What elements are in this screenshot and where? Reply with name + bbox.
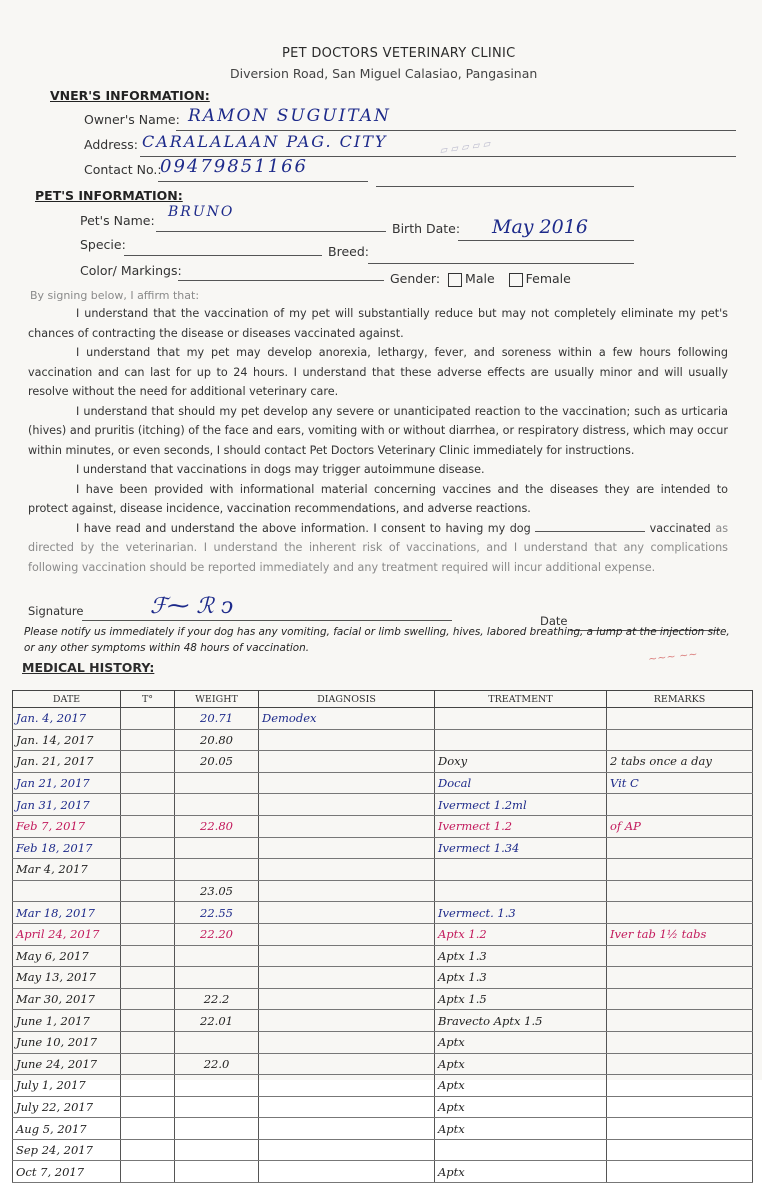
cell-temp [121,880,175,902]
cell-weight [175,1139,259,1161]
table-row [13,859,753,881]
date-label: Date [540,614,568,628]
cell-treatment [435,708,607,730]
cell-temp [121,1010,175,1032]
cell-date [13,880,121,902]
cell-treatment [435,880,607,902]
column-header-date: DATE [13,691,121,708]
medical-history-heading: MEDICAL HISTORY: [22,660,155,675]
table-row [13,1118,753,1140]
medical-history-rows [13,708,753,1183]
color-markings-line [178,280,384,281]
owner-address-value: CARALALAAN PAG. CITY [142,132,388,151]
cell-temp [121,1118,175,1140]
cell-temp [121,815,175,837]
birth-date-line [458,240,634,241]
table-row [13,794,753,816]
cell-weight [175,794,259,816]
consent-paragraph-1: I understand that the vaccination of my pet will substantially reduce but may not completely eliminate my pet's chances of contracting the disease or diseases vaccinated against. [28,307,728,340]
cell-remarks [607,1096,753,1118]
cell-diagnosis [259,794,435,816]
pet-name-label: Pet's Name: [80,213,155,228]
owner-contact-label: Contact No.: [84,162,162,177]
cell-weight: 22.20 [175,923,259,945]
clinic-address: Diversion Road, San Miguel Calasiao, Pangasinan [230,66,538,81]
cell-diagnosis [259,1010,435,1032]
cell-temp [121,1075,175,1097]
cell-diagnosis [259,988,435,1010]
cell-treatment: Ivermect. 1.3 [435,902,607,924]
owner-contact-line [158,181,368,182]
cell-treatment: Aptx [435,1075,607,1097]
cell-date: Sep 24, 2017 [13,1139,121,1161]
cell-diagnosis: Demodex [259,708,435,730]
cell-remarks [607,708,753,730]
cell-remarks [607,902,753,924]
cell-diagnosis [259,1139,435,1161]
cell-remarks [607,880,753,902]
consent-paragraph-6b: vaccinated [649,521,711,535]
cell-remarks [607,1161,753,1183]
cell-temp [121,1031,175,1053]
cell-date: July 1, 2017 [13,1075,121,1097]
table-row [13,772,753,794]
cell-weight: 22.55 [175,902,259,924]
cell-temp [121,923,175,945]
specie-label: Specie: [80,237,126,252]
cell-date: Jan 21, 2017 [13,772,121,794]
cell-weight: 20.80 [175,729,259,751]
cell-weight: 22.0 [175,1053,259,1075]
cell-date: May 6, 2017 [13,945,121,967]
table-row [13,837,753,859]
consent-paragraph-3: I understand that should my pet develop any severe or unanticipated reaction to the vaccination; such as urticaria (hives) and pruritis (itching) of the face and ears, vomiting with or without diarrhea, or respiratory distress, which may occur within minutes, or even seconds, I should contact Pet Doctors Veterinary Clinic immediately for instructions. [28,404,728,457]
cell-diagnosis [259,772,435,794]
faded-red-note: ~~~ ~~ [647,647,699,666]
cell-treatment: Ivermect 1.34 [435,837,607,859]
cell-temp [121,708,175,730]
table-row [13,815,753,837]
cell-treatment: Aptx [435,1118,607,1140]
cell-treatment: Bravecto Aptx 1.5 [435,1010,607,1032]
cell-diagnosis [259,1075,435,1097]
cell-weight: 20.71 [175,708,259,730]
cell-temp [121,945,175,967]
cell-weight [175,945,259,967]
cell-date: June 24, 2017 [13,1053,121,1075]
faded-stamp-mark: ▱ ▱ ▱ ▱ ▱ [439,138,492,157]
cell-temp [121,837,175,859]
cell-remarks [607,1118,753,1140]
pet-section-heading: PET'S INFORMATION: [35,188,183,203]
cell-treatment: Ivermect 1.2ml [435,794,607,816]
cell-treatment: Docal [435,772,607,794]
cell-weight: 22.01 [175,1010,259,1032]
table-row [13,988,753,1010]
cell-diagnosis [259,751,435,773]
male-checkbox [448,273,462,287]
cell-temp [121,1139,175,1161]
birth-date-value: May 2016 [492,216,588,238]
cell-remarks [607,859,753,881]
cell-treatment: Aptx 1.3 [435,967,607,989]
cell-diagnosis [259,1053,435,1075]
column-header-diagnosis: DIAGNOSIS [259,691,435,708]
cell-date: Feb 18, 2017 [13,837,121,859]
cell-remarks [607,988,753,1010]
table-row [13,945,753,967]
cell-treatment [435,1139,607,1161]
cell-remarks [607,1031,753,1053]
owner-contact-value: 09479851166 [160,156,308,177]
cell-temp [121,1053,175,1075]
cell-weight [175,837,259,859]
signature-mark: ℱ⁓ ℛ ↄ [150,594,234,619]
consent-paragraph-4: I understand that vaccinations in dogs may trigger autoimmune disease. [76,463,485,476]
cell-temp [121,751,175,773]
cell-remarks: of AP [607,815,753,837]
cell-diagnosis [259,902,435,924]
female-checkbox [509,273,523,287]
clinic-name: PET DOCTORS VETERINARY CLINIC [282,46,516,61]
consent-text [28,304,728,577]
consent-intro: By signing below, I affirm that: [30,289,200,302]
cell-remarks [607,1010,753,1032]
cell-weight: 22.2 [175,988,259,1010]
table-row [13,1161,753,1183]
consent-paragraph-6c: as directed by the veterinarian. I understand the inherent risk of vaccinations, and I understand that any complications following vaccination should be reported immediately and any treatment required will incur additional expense. [28,521,729,574]
owner-contact-line-2 [376,186,634,187]
cell-date: Aug 5, 2017 [13,1118,121,1140]
table-row [13,708,753,730]
cell-remarks: 2 tabs once a day [607,751,753,773]
table-row [13,967,753,989]
consent-paragraph-6a: I have read and understand the above information. I consent to having my dog [76,521,531,535]
cell-temp [121,772,175,794]
cell-weight [175,1031,259,1053]
cell-weight: 23.05 [175,880,259,902]
cell-temp [121,859,175,881]
consent-paragraph-2: I understand that my pet may develop anorexia, lethargy, fever, and soreness within a few hours following vaccination and can last for up to 24 hours. I understand that these adverse effects are usually minor and will usually resolve without the need for additional veterinary care. [28,346,728,398]
table-row [13,1010,753,1032]
cell-weight [175,772,259,794]
cell-remarks [607,945,753,967]
cell-temp [121,1161,175,1183]
table-row [13,1075,753,1097]
cell-temp [121,729,175,751]
table-row [13,729,753,751]
female-label: Female [525,271,571,286]
cell-date: June 1, 2017 [13,1010,121,1032]
table-row [13,1096,753,1118]
cell-remarks [607,1053,753,1075]
cell-date: June 10, 2017 [13,1031,121,1053]
cell-date: Mar 30, 2017 [13,988,121,1010]
male-label: Male [465,271,495,286]
color-markings-label: Color/ Markings: [80,263,182,278]
cell-treatment: Ivermect 1.2 [435,815,607,837]
cell-remarks: Vit C [607,772,753,794]
cell-remarks [607,837,753,859]
cell-diagnosis [259,859,435,881]
cell-weight [175,967,259,989]
cell-date: Oct 7, 2017 [13,1161,121,1183]
symptoms-notice: Please notify us immediately if your dog has any vomiting, facial or limb swelling, hives, labored breathing, a lump at the injection site, or any other symptoms within 48 hours of vaccination. [24,626,730,654]
cell-remarks [607,729,753,751]
cell-date: May 13, 2017 [13,967,121,989]
cell-date: April 24, 2017 [13,923,121,945]
cell-diagnosis [259,1161,435,1183]
cell-treatment: Aptx 1.5 [435,988,607,1010]
cell-date: Jan 31, 2017 [13,794,121,816]
cell-weight: 20.05 [175,751,259,773]
gender-label: Gender: Male Female [390,271,571,286]
cell-treatment: Aptx 1.2 [435,923,607,945]
cell-date: Mar 18, 2017 [13,902,121,924]
owner-name-value: RAMON SUGUITAN [188,106,391,126]
consent-paragraph-5: I have been provided with informational material concerning vaccines and the diseases they are intended to protect against, disease incidence, vaccination recommendations, and adverse reactions. [28,482,728,515]
cell-diagnosis [259,923,435,945]
cell-treatment: Aptx [435,1031,607,1053]
cell-weight: 22.80 [175,815,259,837]
owner-address-label: Address: [84,137,138,152]
breed-label: Breed: [328,244,369,259]
cell-date: Feb 7, 2017 [13,815,121,837]
medical-history-table [12,690,752,1179]
breed-line [368,263,634,264]
specie-line [124,255,322,256]
cell-treatment: Aptx 1.3 [435,945,607,967]
cell-weight [175,1075,259,1097]
column-header-remarks: REMARKS [607,691,753,708]
column-header-weight: WEIGHT [175,691,259,708]
cell-remarks [607,794,753,816]
pet-name-value: BRUNO [168,204,235,220]
table-row [13,902,753,924]
cell-weight [175,859,259,881]
cell-temp [121,794,175,816]
cell-treatment [435,729,607,751]
owner-name-line [176,130,736,131]
cell-diagnosis [259,837,435,859]
signature-line [82,620,452,621]
table-row [13,880,753,902]
cell-weight [175,1161,259,1183]
cell-remarks [607,1075,753,1097]
pet-name-line [156,231,386,232]
owner-section-heading: VNER'S INFORMATION: [50,88,210,103]
cell-treatment: Doxy [435,751,607,773]
cell-treatment: Aptx [435,1161,607,1183]
cell-treatment: Aptx [435,1096,607,1118]
cell-diagnosis [259,945,435,967]
cell-diagnosis [259,729,435,751]
cell-treatment: Aptx [435,1053,607,1075]
consent-paragraph-6 [28,519,728,578]
signature-label: Signature [28,604,84,618]
cell-remarks: Iver tab 1½ tabs [607,923,753,945]
cell-remarks [607,967,753,989]
cell-weight [175,1118,259,1140]
cell-date: Jan. 21, 2017 [13,751,121,773]
column-header-treatment: TREATMENT [435,691,607,708]
cell-date: July 22, 2017 [13,1096,121,1118]
table-row [13,1139,753,1161]
table-row [13,1053,753,1075]
cell-diagnosis [259,880,435,902]
cell-treatment [435,859,607,881]
birth-date-label: Birth Date: [392,221,461,236]
table-row [13,1031,753,1053]
cell-temp [121,902,175,924]
cell-temp [121,988,175,1010]
cell-date: Mar 4, 2017 [13,859,121,881]
cell-date: Jan. 14, 2017 [13,729,121,751]
cell-weight [175,1096,259,1118]
cell-diagnosis [259,815,435,837]
table-row [13,751,753,773]
cell-diagnosis [259,967,435,989]
cell-temp [121,1096,175,1118]
cell-date: Jan. 4, 2017 [13,708,121,730]
cell-diagnosis [259,1031,435,1053]
cell-diagnosis [259,1096,435,1118]
owner-name-label: Owner's Name: [84,112,180,127]
table-row [13,923,753,945]
cell-diagnosis [259,1118,435,1140]
cell-remarks [607,1139,753,1161]
column-header-temp: T° [121,691,175,708]
cell-temp [121,967,175,989]
